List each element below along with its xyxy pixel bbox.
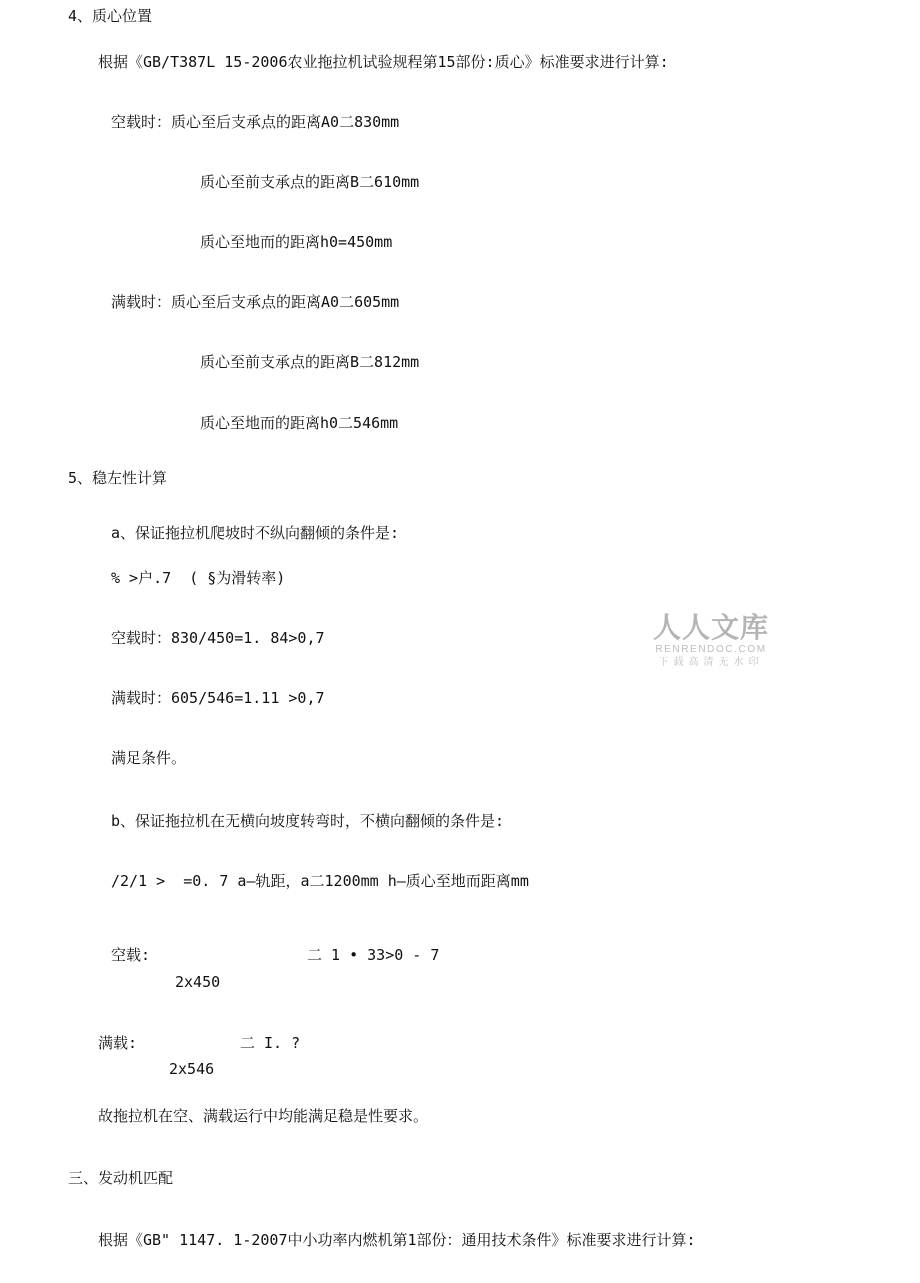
section-3-intro: 根据《GB" 1147. 1-2007中小功率内燃机第1部份：通用技术条件》标准要求进行计算: xyxy=(98,1231,696,1249)
watermark-title: 人人文库 xyxy=(652,611,769,644)
lateral-full-denominator: 2x546 xyxy=(169,1060,215,1078)
lateral-full-label: 满载: xyxy=(98,1034,138,1052)
lateral-empty-denominator: 2x450 xyxy=(175,973,221,991)
full-load-front-distance: 质心至前支承点的距离B二812mm xyxy=(200,353,420,371)
lateral-condition: b、保证拖拉机在无横向坡度转弯时，不横向翻倾的条件是: xyxy=(111,812,505,830)
longitudinal-conclusion: 满足条件。 xyxy=(111,749,187,767)
watermark-url: RENRENDOC.COM xyxy=(655,644,767,655)
empty-load-front-distance: 质心至前支承点的距离B二610mm xyxy=(200,173,420,191)
full-load-rear-distance: 满载时：质心至后支承点的距离A0二605mm xyxy=(111,293,400,311)
section-4-heading: 4、质心位置 xyxy=(68,7,153,25)
longitudinal-condition: a、保证拖拉机爬坡时不纵向翻倾的条件是: xyxy=(111,524,400,542)
lateral-formula: /2/1 > =0. 7 a—轨距，a二1200mm h—质心至地而距离mm xyxy=(111,872,529,890)
section-5-heading: 5、稳左性计算 xyxy=(68,469,168,487)
stability-conclusion: 故拖拉机在空、满载运行中均能满足稳是性要求。 xyxy=(98,1107,429,1125)
lateral-full-value: 二 I. ? xyxy=(240,1034,301,1052)
longitudinal-full-result: 满载时：605/546=1.11 >0,7 xyxy=(111,689,325,707)
longitudinal-formula: % >户.7 ( §为滑转率) xyxy=(111,569,286,587)
watermark-subtitle: 下载高清无水印 xyxy=(658,657,764,668)
section-3-heading: 三、发动机匹配 xyxy=(68,1169,174,1187)
watermark-logo xyxy=(646,612,776,670)
full-load-ground-height: 质心至地而的距离h0二546mm xyxy=(200,414,399,432)
section-4-intro: 根据《GB/T387L 15-2006农业拖拉机试验规程第15部份:质心》标准要求进行计算: xyxy=(98,53,669,71)
empty-load-ground-height: 质心至地而的距离h0=450mm xyxy=(200,233,393,251)
longitudinal-empty-result: 空载时：830/450=1. 84>0,7 xyxy=(111,629,325,647)
lateral-empty-label: 空载: xyxy=(111,946,151,964)
empty-load-rear-distance: 空载时：质心至后支承点的距离A0二830mm xyxy=(111,113,400,131)
lateral-empty-value: 二 1 • 33>0 - 7 xyxy=(307,946,440,964)
